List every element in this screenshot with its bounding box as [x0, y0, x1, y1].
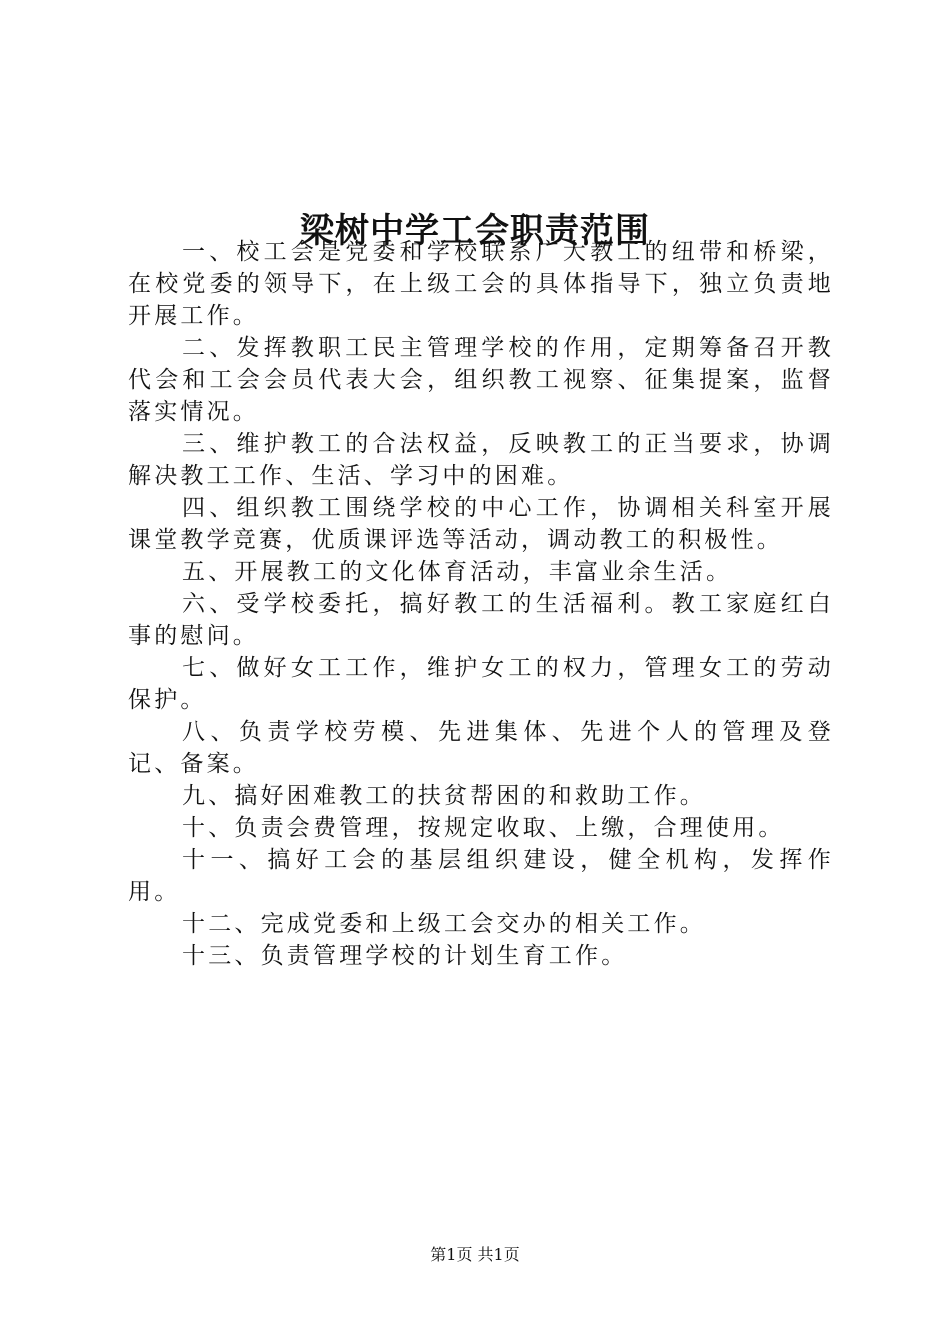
paragraph-5: 五、开展教工的文化体育活动，丰富业余生活。 — [182, 559, 733, 585]
paragraph-6: 六、受学校委托，搞好教工的生活福利。教工家庭红白事的慰问。 — [128, 591, 834, 649]
paragraph-11: 十一、搞好工会的基层组织建设，健全机构，发挥作用。 — [128, 847, 834, 905]
paragraph-3: 三、维护教工的合法权益，反映教工的正当要求，协调解决教工工作、生活、学习中的困难。 — [128, 431, 834, 489]
paragraph-4: 四、组织教工围绕学校的中心工作，协调相关科室开展课堂教学竞赛，优质课评选等活动，调动教工的积极性。 — [128, 495, 834, 553]
document-body — [128, 236, 834, 972]
paragraph-1: 一、校工会是党委和学校联系广大教工的纽带和桥梁，在校党委的领导下，在上级工会的具体指导下，独立负责地开展工作。 — [128, 239, 834, 329]
paragraph-8: 八、负责学校劳模、先进集体、先进个人的管理及登记、备案。 — [128, 719, 834, 777]
paragraph-9: 九、搞好困难教工的扶贫帮困的和救助工作。 — [182, 783, 706, 809]
page-footer: 第1页 共1页 — [430, 1245, 520, 1264]
paragraph-10: 十、负责会费管理，按规定收取、上缴，合理使用。 — [182, 815, 785, 841]
paragraph-13: 十三、负责管理学校的计划生育工作。 — [182, 943, 628, 969]
document-title: 梁树中学工会职责范围 — [300, 210, 650, 251]
paragraph-2: 二、发挥教职工民主管理学校的作用，定期筹备召开教代会和工会会员代表大会，组织教工视察、征集提案，监督落实情况。 — [128, 335, 834, 425]
paragraph-7: 七、做好女工工作，维护女工的权力，管理女工的劳动保护。 — [128, 655, 834, 713]
paragraph-12: 十二、完成党委和上级工会交办的相关工作。 — [182, 911, 706, 937]
